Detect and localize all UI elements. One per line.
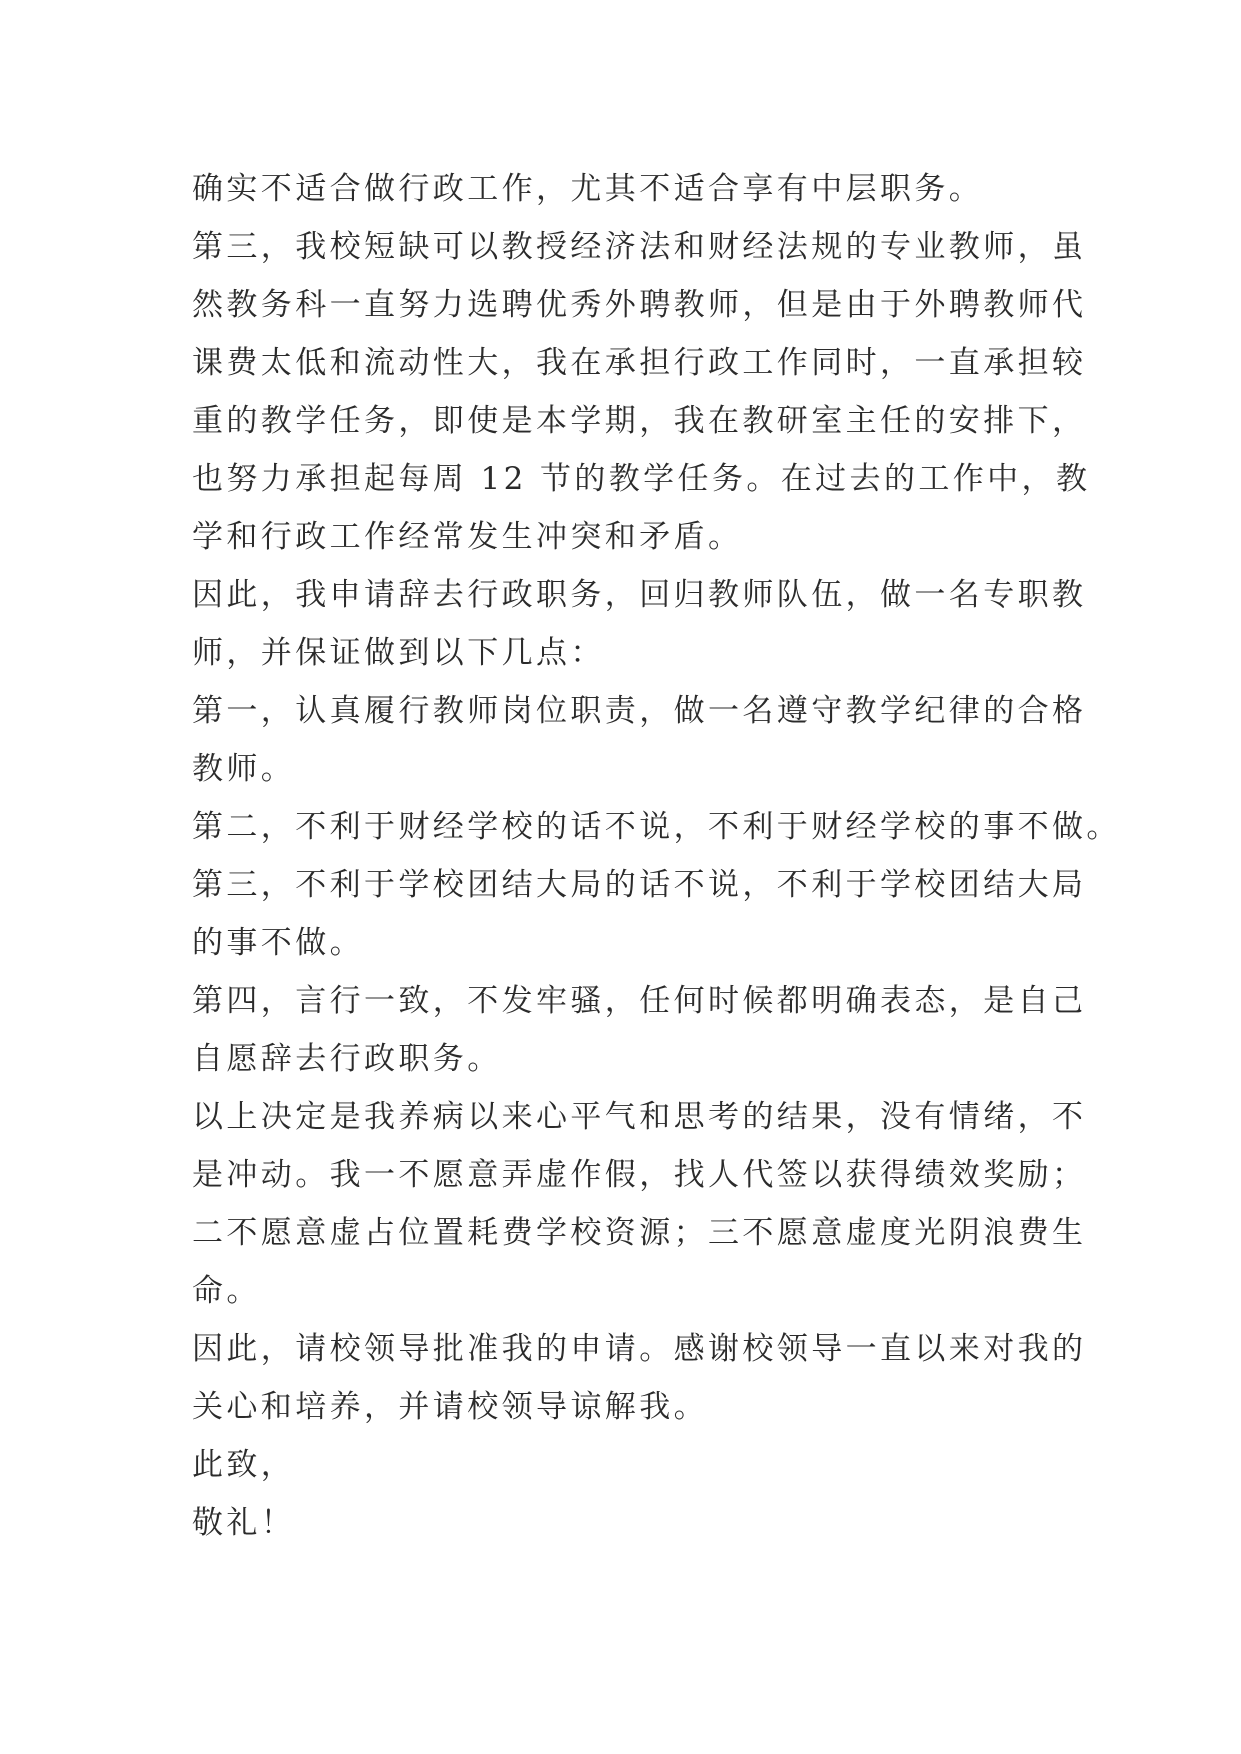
- text-line: 重的教学任务，即使是本学期，我在教研室主任的安排下，: [192, 403, 1087, 439]
- text-line: 命。: [192, 1273, 261, 1309]
- text-line: 因此，请校领导批准我的申请。感谢校领导一直以来对我的: [192, 1331, 1087, 1367]
- text-line: 然教务科一直努力选聘优秀外聘教师，但是由于外聘教师代: [192, 287, 1087, 323]
- text-line: 因此，我申请辞去行政职务，回归教师队伍，做一名专职教: [192, 577, 1087, 613]
- text-line: 以上决定是我养病以来心平气和思考的结果，没有情绪，不: [192, 1099, 1087, 1135]
- letter-body: [192, 160, 1121, 1552]
- text-line: 自愿辞去行政职务。: [192, 1041, 502, 1077]
- text-line: 教师。: [192, 751, 296, 787]
- text-line: 也努力承担起每周 12 节的教学任务。在过去的工作中，教: [192, 461, 1091, 497]
- text-line: 第三，不利于学校团结大局的话不说，不利于学校团结大局: [192, 867, 1087, 903]
- text-line: 敬礼！: [192, 1505, 296, 1541]
- text-line: 师，并保证做到以下几点：: [192, 635, 605, 671]
- text-line: 的事不做。: [192, 925, 364, 961]
- text-line: 二不愿意虚占位置耗费学校资源；三不愿意虚度光阴浪费生: [192, 1215, 1087, 1251]
- text-line: 第二，不利于财经学校的话不说，不利于财经学校的事不做。: [192, 809, 1121, 845]
- text-line: 确实不适合做行政工作，尤其不适合享有中层职务。: [192, 171, 984, 207]
- text-line: 关心和培养，并请校领导谅解我。: [192, 1389, 708, 1425]
- text-line: 此致，: [192, 1447, 296, 1483]
- text-line: 是冲动。我一不愿意弄虚作假，找人代签以获得绩效奖励；: [192, 1157, 1087, 1193]
- text-line: 第一，认真履行教师岗位职责，做一名遵守教学纪律的合格: [192, 693, 1087, 729]
- text-line: 学和行政工作经常发生冲突和矛盾。: [192, 519, 743, 555]
- text-line: 课费太低和流动性大，我在承担行政工作同时，一直承担较: [192, 345, 1087, 381]
- text-line: 第四，言行一致，不发牢骚，任何时候都明确表态，是自己: [192, 983, 1087, 1019]
- text-line: 第三，我校短缺可以教授经济法和财经法规的专业教师，虽: [192, 229, 1087, 265]
